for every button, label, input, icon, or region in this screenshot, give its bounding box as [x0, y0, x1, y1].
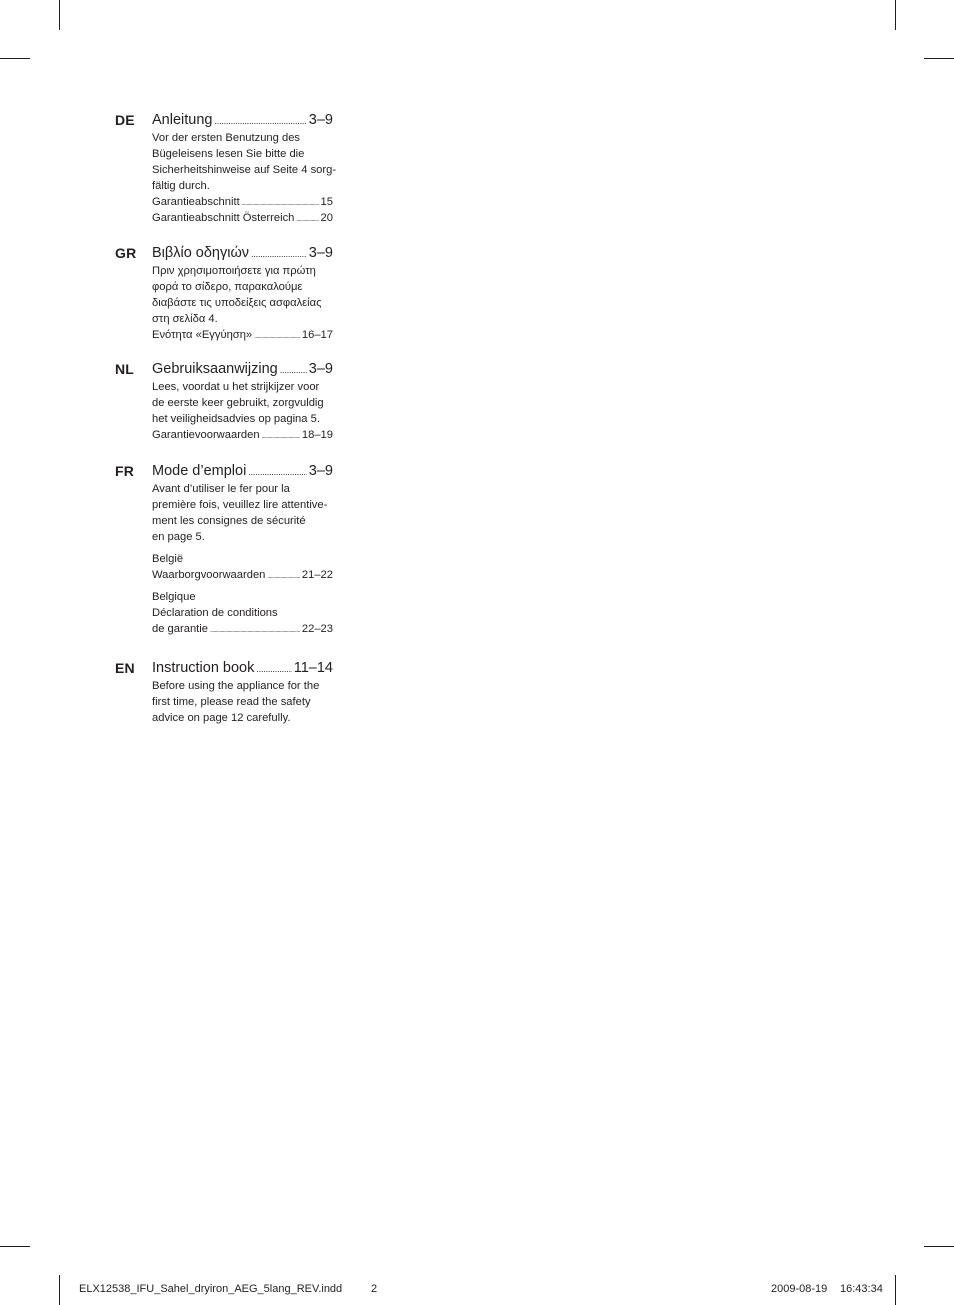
toc-title: Anleitung [152, 112, 213, 128]
toc-entry [152, 194, 333, 210]
dot-leader [262, 429, 300, 445]
toc-entry [152, 621, 333, 637]
crop-mark-bottom-left-horizontal [0, 1246, 30, 1247]
toc-section-gr [115, 244, 355, 360]
toc-entry-pages: 15 [320, 196, 333, 208]
toc-entry-pages: 18–19 [301, 429, 333, 441]
toc-description: Avant d’utiliser le fer pour la première fois, veuillez lire attentive- ment les consignes de sécurité en page 5. [152, 483, 328, 543]
toc-title-row [152, 360, 333, 379]
crop-mark-bottom-right-horizontal [924, 1246, 954, 1247]
dot-leader [256, 660, 291, 679]
toc-section-nl [115, 360, 355, 462]
footer-time: 16:43:34 [840, 1283, 883, 1295]
language-code: DE [115, 112, 135, 128]
crop-mark-top-left-vertical [59, 0, 60, 30]
toc-section-fr [115, 462, 355, 659]
footer-date: 2009-08-19 [771, 1283, 828, 1295]
dot-leader [267, 569, 299, 585]
toc-entry-pages: 20 [320, 212, 333, 224]
toc-title: Mode d’emploi [152, 463, 247, 479]
crop-mark-top-right-horizontal [924, 58, 954, 59]
toc-title: Βιβλίο οδηγιών [152, 245, 250, 261]
language-code: FR [115, 463, 135, 479]
dot-leader [214, 112, 306, 131]
footer-file-name: ELX12538_IFU_Sahel_dryiron_AEG_5lang_REV.indd [79, 1283, 343, 1295]
toc-entry [152, 210, 333, 226]
dot-leader [254, 329, 300, 345]
toc-pages: 3–9 [308, 112, 333, 128]
toc-entry-pages: 21–22 [301, 569, 333, 581]
dot-leader [280, 361, 307, 380]
toc-entry-prefix: Belgique Déclaration de conditions [152, 591, 278, 619]
toc-description: Before using the appliance for the first time, please read the safety advice on page 12 carefully. [152, 680, 320, 724]
toc-entry-label: de garantie [152, 623, 208, 635]
toc-title-row [152, 659, 333, 678]
toc-section-en [115, 659, 355, 726]
toc-entry [152, 427, 333, 443]
language-code: GR [115, 245, 137, 261]
language-code: EN [115, 660, 135, 676]
footer-page-number: 2 [371, 1283, 378, 1295]
table-of-contents [115, 111, 355, 726]
dot-leader [251, 245, 307, 264]
crop-mark-top-left-horizontal [0, 58, 30, 59]
crop-mark-top-right-vertical [895, 0, 896, 30]
toc-description: Lees, voordat u het strijkijzer voor de eerste keer gebruikt, zorgvuldig het veiligheidsadvies op pagina 5. [152, 381, 324, 425]
crop-mark-bottom-right-vertical [895, 1275, 896, 1305]
toc-entry-label: Waarborgvoorwaarden [152, 569, 266, 581]
toc-pages: 3–9 [308, 245, 333, 261]
toc-entry [152, 327, 333, 343]
toc-description: Vor der ersten Benutzung des Bügeleisens lesen Sie bitte die Sicherheitshinweise auf Seite 4 sorg- fältig durch. [152, 132, 337, 192]
toc-entry-label: Ενότητα «Εγγύηση» [152, 329, 253, 341]
toc-pages: 3–9 [308, 361, 333, 377]
dot-leader [210, 623, 300, 639]
toc-title: Gebruiksaanwijzing [152, 361, 278, 377]
toc-title-row [152, 244, 333, 263]
toc-description: Πριν χρησιμοποιήσετε για πρώτη φορά το σίδερο, παρακαλούμε διαβάστε τις υποδείξεις ασφαλείας στη σελίδα 4. [152, 265, 322, 325]
crop-mark-bottom-left-vertical [59, 1275, 60, 1305]
toc-entry-prefix: België [152, 553, 184, 565]
toc-title-row [152, 111, 333, 130]
language-code: NL [115, 361, 135, 377]
toc-entry-pages: 22–23 [301, 623, 333, 635]
toc-entry-label: Garantieabschnitt Österreich [152, 212, 295, 224]
toc-title-row [152, 462, 333, 481]
toc-section-de [115, 111, 355, 244]
toc-entry-pages: 16–17 [301, 329, 333, 341]
toc-pages: 3–9 [308, 463, 333, 479]
toc-entry-label: Garantieabschnitt [152, 196, 240, 208]
toc-pages: 11–14 [293, 660, 333, 676]
toc-entry-label: Garantievoorwaarden [152, 429, 260, 441]
dot-leader [296, 212, 318, 228]
toc-entry [152, 567, 333, 583]
dot-leader [248, 463, 306, 482]
toc-title: Instruction book [152, 660, 255, 676]
